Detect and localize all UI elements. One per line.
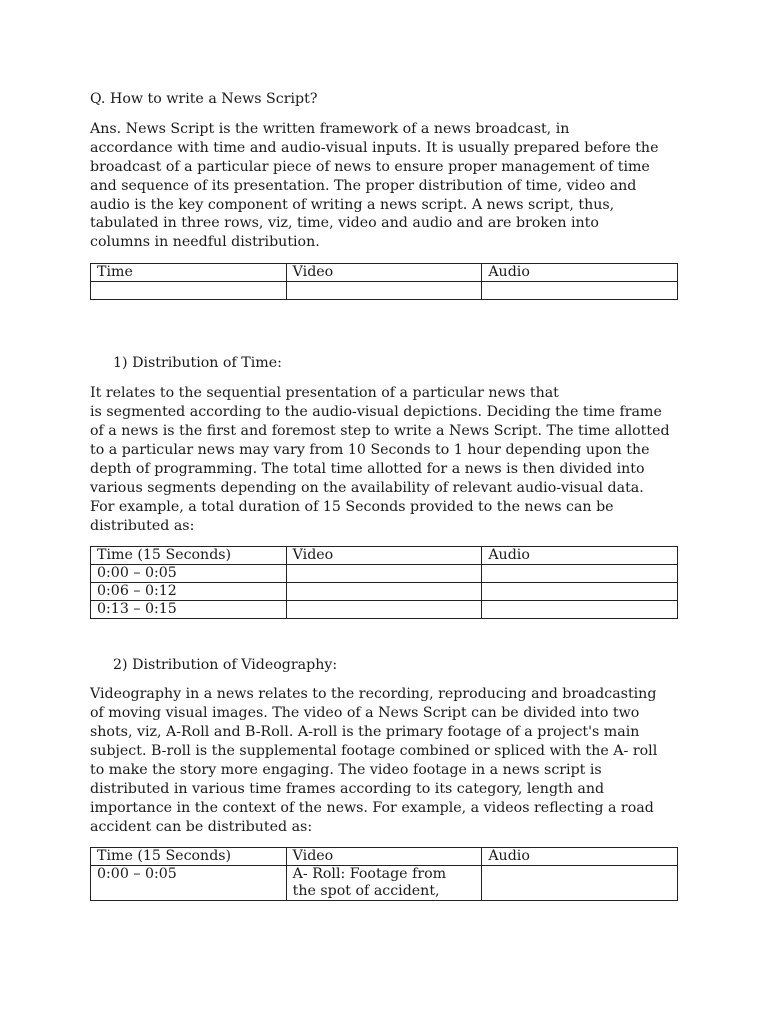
table-header-cell: Video [286, 847, 482, 865]
section-heading-videography: 2) Distribution of Videography: [113, 657, 338, 674]
table-cell [286, 282, 482, 300]
table-header-row [91, 847, 678, 865]
table-cell: 0:06 – 0:12 [91, 583, 287, 601]
table-header-cell: Time (15 Seconds) [91, 847, 287, 865]
table-header-cell: Video [286, 547, 482, 565]
table-cell: 0:00 – 0:05 [91, 865, 287, 900]
table-header-cell: Time [91, 264, 287, 282]
table-cell [286, 583, 482, 601]
table-cell: 0:00 – 0:05 [91, 565, 287, 583]
table-cell: 0:13 – 0:15 [91, 601, 287, 619]
table-row [91, 865, 678, 900]
question-text: Q. How to write a News Script? [90, 91, 318, 107]
section-body-time: It relates to the sequential presentation of a particular news that is segmented according to the audio-visual depictions. Deciding the time frame of a news is the first and foremost step to write a News Script. The time allotted to a particular news may vary from 10 Seconds to 1 hour depending upon the depth of programming. The total time allotted for a news is then divided into various segments depending on the availability of relevant audio-visual data. For example, a total duration of 15 Seconds provided to the news can be distributed as: [90, 385, 670, 534]
table-cell [286, 601, 482, 619]
script-table-time [90, 546, 678, 619]
answer-paragraph: Ans. News Script is the written framework of a news broadcast, in accordance with time and audio-visual inputs. It is usually prepared before the broadcast of a particular piece of news to ensure proper management of time and sequence of its presentation. The proper distribution of time, video and audio is the key component of writing a news script. A news script, thus, tabulated in three rows, viz, time, video and audio and are broken into columns in needful distribution. [90, 120, 659, 251]
table-cell [482, 601, 678, 619]
script-table-video [90, 847, 678, 901]
script-table-basic [90, 263, 678, 300]
table-header-cell: Video [286, 264, 482, 282]
table-cell [482, 282, 678, 300]
table-cell [286, 565, 482, 583]
table-cell [482, 565, 678, 583]
table-row [91, 583, 678, 601]
table-cell [91, 282, 287, 300]
table-header-row [91, 264, 678, 282]
table-row [91, 565, 678, 583]
table-row [91, 601, 678, 619]
table-header-cell: Audio [482, 847, 678, 865]
table-header-row [91, 547, 678, 565]
table-cell: A- Roll: Footage from the spot of accident, [286, 865, 482, 900]
table-header-cell: Time (15 Seconds) [91, 547, 287, 565]
table-header-cell: Audio [482, 547, 678, 565]
section-heading-time: 1) Distribution of Time: [113, 355, 282, 372]
table-cell [482, 865, 678, 900]
document-page [90, 90, 680, 901]
section-body-videography: Videography in a news relates to the recording, reproducing and broadcasting of moving visual images. The video of a News Script can be divided into two shots, viz, A-Roll and B-Roll. A-roll is the primary footage of a project's main subject. B-roll is the supplemental footage combined or spliced with the A- roll to make the story more engaging. The video footage in a news script is distributed in various time frames according to its category, length and importance in the context of the news. For example, a videos reflecting a road accident can be distributed as: [90, 686, 658, 835]
table-header-cell: Audio [482, 264, 678, 282]
table-row [91, 282, 678, 300]
table-cell [482, 583, 678, 601]
